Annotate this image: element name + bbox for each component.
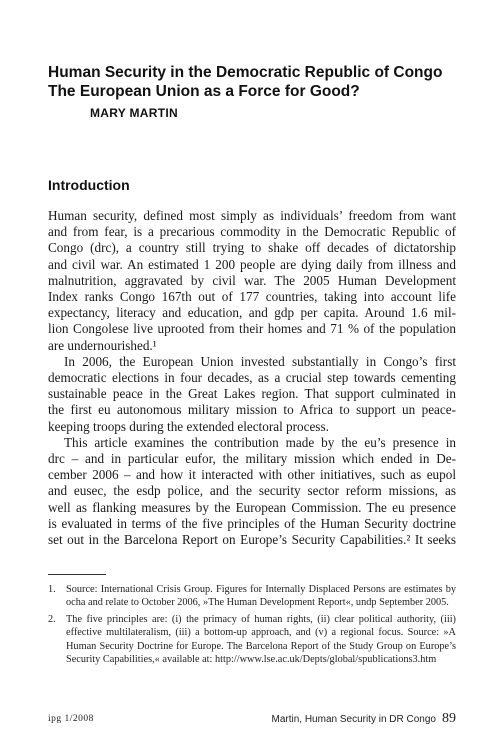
text-line: malnutrition, aggravated by civil war. The 2005 Human Development [48, 272, 456, 288]
footnote-2 [48, 613, 456, 667]
paragraph-2 [48, 354, 456, 435]
footnote-divider [48, 574, 106, 575]
footnote-text: Source: International Crisis Group. Figures for Internally Displaced Persons are estimates by ocha and relate to October 2006, »The Human Development Report«, undp September 2005. [66, 584, 456, 609]
text-line: and civil war. An estimated 1 200 people are dying daily from illness and [48, 256, 456, 272]
text-line: lion Congolese live uprooted from their homes and 71 % of the population [48, 321, 456, 337]
text-line: expectancy, literacy and education, and gdp per capita. Around 1.6 mil- [48, 305, 456, 321]
title-line-2: The European Union as a Force for Good? [48, 83, 360, 100]
text-line: In 2006, the European Union invested substantially in Congo’s first [64, 353, 456, 369]
paragraph-3 [48, 435, 456, 548]
text-line: sustainable peace in the Great Lakes region. That support culminated in [48, 386, 456, 402]
footnote-number: 2. [48, 613, 56, 625]
text-line: the first eu autonomous military mission to Africa to support un peace- [48, 402, 456, 418]
text-line: democratic elections in four decades, as a crucial step towards cementing [48, 370, 456, 386]
section-heading: Introduction [48, 177, 130, 193]
text-line: This article examines the contribution made by the eu’s presence in [64, 434, 456, 450]
text-line: drc – and in particular eufor, the military mission which ended in De- [48, 451, 456, 467]
footnote-number: 1. [48, 584, 56, 595]
running-head: Martin, Human Security in DR Congo [271, 714, 436, 725]
text-line: Human security, defined most simply as individuals’ freedom from want [48, 208, 456, 223]
text-line: and from fear, is a precarious commodity in the Democratic Republic of [48, 224, 456, 240]
footnotes [48, 583, 456, 669]
article-title [48, 63, 468, 101]
text-line: cember 2006 – and how it interacted with other initiatives, such as eupol [48, 467, 456, 483]
text-line: keeping troops during the extended electoral process. [48, 418, 329, 434]
running-footer [271, 711, 456, 727]
text-line: set out in the Barcelona Report on Europe’s Security Capabilities.² It seeks [48, 532, 456, 548]
title-line-1: Human Security in the Democratic Republic of Congo [48, 64, 443, 81]
page-number: 89 [442, 711, 456, 726]
footnote-text: The five principles are: (i) the primacy of human rights, (ii) clear political authority, (iii) effective multilateralism, (iii) a bottom-up approach, and (v) a regional focus. Source: »A Human Security Doctrine for Europe. The Barcelona Report of the Study Group on Europe’s Security Capabilities,« available at: http://www.lse.ac.uk/Depts/global/spublications3.htm [66, 613, 456, 666]
body-text [48, 208, 456, 548]
text-line: well as flanking measures by the European Commission. The eu presence [48, 499, 456, 515]
journal-issue: ipg 1/2008 [48, 714, 94, 724]
text-line: is evaluated in terms of the five principles of the Human Security doctrine [48, 515, 456, 531]
text-line: and eusec, the esdp police, and the security sector reform missions, as [48, 483, 456, 499]
text-line: Congo (drc), a country still trying to shake off decades of dictatorship [48, 240, 456, 256]
footnote-1 [48, 583, 456, 610]
paragraph-1 [48, 208, 456, 354]
author-name: MARY MARTIN [90, 106, 178, 120]
text-line: Index ranks Congo 167th out of 177 countries, taking into account life [48, 289, 456, 305]
text-line: are undernourished.¹ [48, 337, 157, 353]
